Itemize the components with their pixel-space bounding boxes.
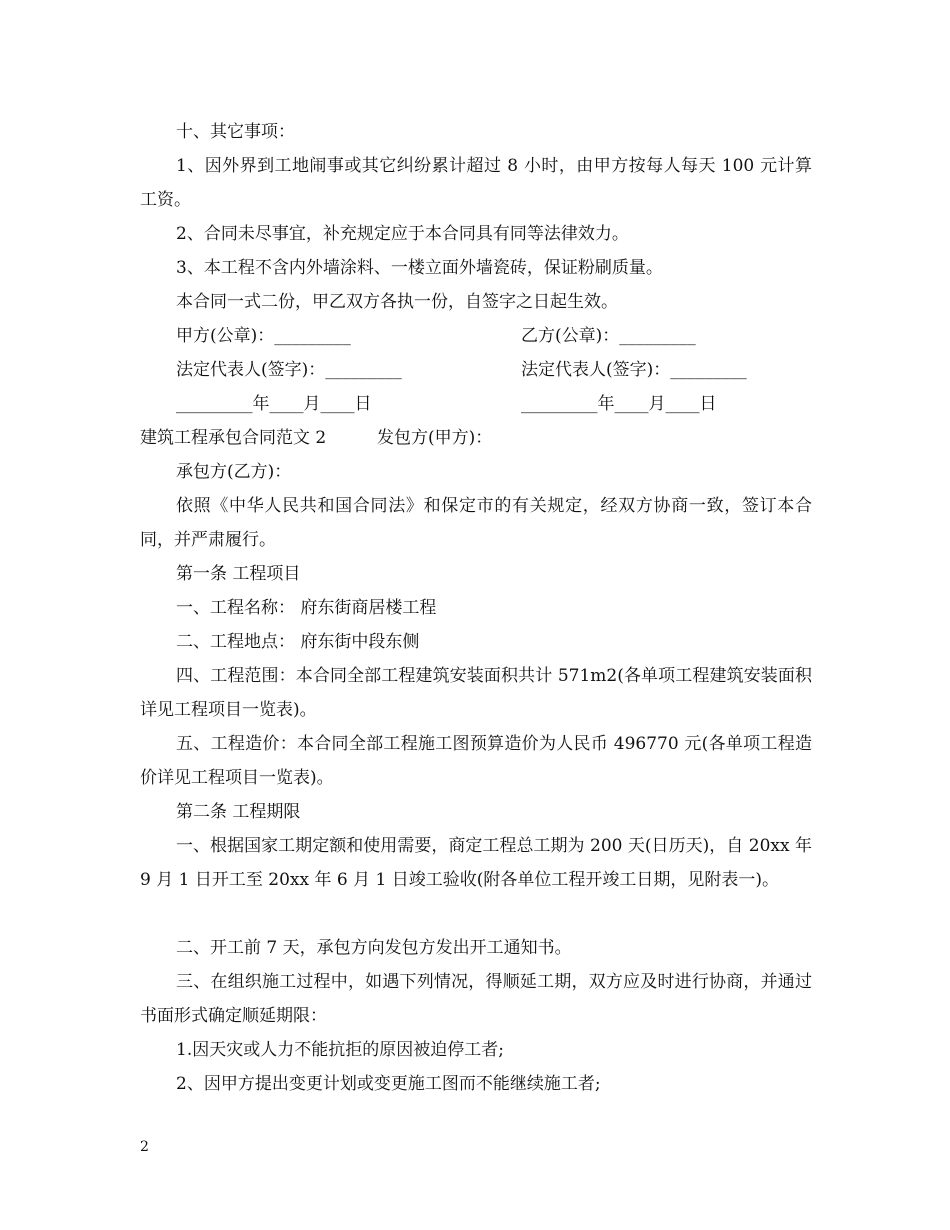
preamble: 依照《中华人民共和国合同法》和保定市的有关规定，经双方协商一致，签订本合同，并严肃履行。 [140, 496, 812, 550]
schedule-clause-1: 一、根据国家工期定额和使用需要，商定工程总工期为 200 天(日历天)，自 20xx 年 9 月 1 日开工至 20xx 年 6 月 1 日竣工验收(附各单位工程开竣工日期，见附表一)。 [140, 836, 812, 890]
project-name: 一、工程名称： 府东街商居楼工程 [176, 598, 437, 618]
party-a-date: _________年____月____日 [176, 394, 372, 414]
effective-clause: 本合同一式二份，甲乙双方各执一份，自签字之日起生效。 [176, 292, 618, 312]
project-scope: 四、工程范围：本合同全部工程建筑安装面积共计 571m2(各单项工程建筑安装面积详见工程项目一览表)。 [140, 666, 812, 720]
clause-3: 3、本工程不含内外墙涂料、一楼立面外墙瓷砖，保证粉刷质量。 [176, 258, 663, 278]
contractor-label: 承包方(乙方)： [176, 462, 292, 482]
clause-2: 2、合同未尽事宜，补充规定应于本合同具有同等法律效力。 [176, 224, 629, 244]
schedule-clause-2: 二、开工前 7 天，承包方向发包方发出开工通知书。 [176, 938, 572, 958]
party-a-seal: 甲方(公章)：_________ [176, 326, 351, 346]
party-b-seal: 乙方(公章)：_________ [521, 326, 696, 346]
project-cost: 五、工程造价：本合同全部工程施工图预算造价为人民币 496770 元(各单项工程造价详见工程项目一览表)。 [140, 734, 812, 788]
article-2-heading: 第二条 工程期限 [176, 802, 301, 822]
project-location: 二、工程地点： 府东街中段东侧 [176, 632, 420, 652]
party-b-representative: 法定代表人(签字)：_________ [521, 360, 747, 380]
page-number: 2 [140, 1139, 149, 1155]
template-2-title: 建筑工程承包合同范文 2 [140, 428, 327, 448]
delay-case-2: 2、因甲方提出变更计划或变更施工图而不能继续施工者; [176, 1074, 601, 1094]
article-1-heading: 第一条 工程项目 [176, 564, 301, 584]
schedule-clause-3: 三、在组织施工过程中，如遇下列情况，得顺延工期，双方应及时进行协商，并通过书面形式确定顺延期限： [140, 972, 812, 1026]
employer-label: 发包方(甲方)： [377, 428, 493, 448]
party-b-date: _________年____月____日 [521, 394, 717, 414]
clause-1: 1、因外界到工地闹事或其它纠纷累计超过 8 小时，由甲方按每人每天 100 元计算工资。 [140, 156, 812, 210]
delay-case-1: 1.因天灾或人力不能抗拒的原因被迫停工者; [176, 1040, 504, 1060]
section-ten-heading: 十、其它事项： [176, 122, 295, 142]
party-a-representative: 法定代表人(签字)：_________ [176, 360, 402, 380]
